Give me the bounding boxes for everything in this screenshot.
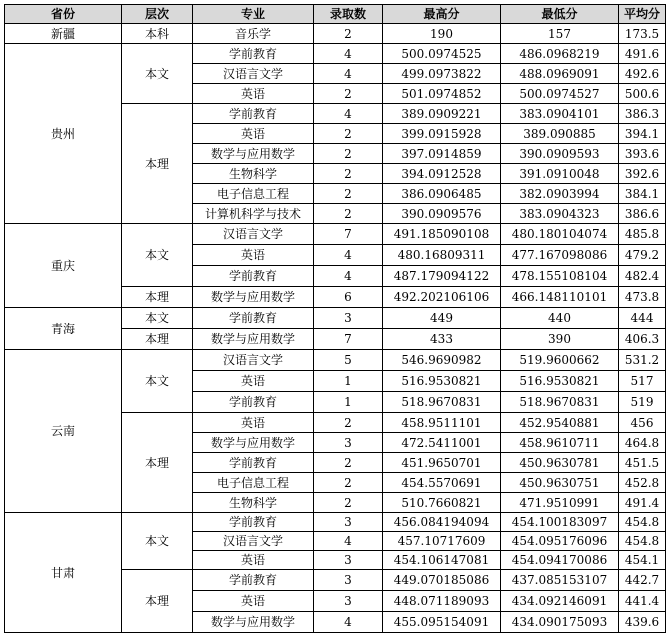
avg-score-cell: 386.6 [619,204,666,224]
major-cell: 英语 [193,84,314,104]
count-cell: 2 [314,144,383,164]
level-cell: 本理 [122,570,193,633]
major-cell: 汉语言文学 [193,532,314,551]
major-cell: 英语 [193,591,314,612]
max-score-cell: 501.0974852 [383,84,501,104]
major-cell: 数学与应用数学 [193,144,314,164]
major-cell: 数学与应用数学 [193,433,314,453]
avg-score-cell: 531.2 [619,350,666,371]
province-cell: 新疆 [5,24,122,44]
avg-score-cell: 394.1 [619,124,666,144]
avg-score-cell: 464.8 [619,433,666,453]
max-score-cell: 397.0914859 [383,144,501,164]
major-cell: 英语 [193,245,314,266]
min-score-cell: 440 [501,308,619,329]
avg-score-cell: 482.4 [619,266,666,287]
avg-score-cell: 456 [619,413,666,433]
count-cell: 7 [314,329,383,350]
level-cell: 本理 [122,413,193,513]
major-cell: 音乐学 [193,24,314,44]
count-cell: 4 [314,44,383,64]
max-score-cell: 472.5411001 [383,433,501,453]
min-score-cell: 477.167098086 [501,245,619,266]
major-cell: 汉语言文学 [193,350,314,371]
province-cell: 云南 [5,350,122,513]
max-score-cell: 456.084194094 [383,513,501,532]
max-score-cell: 516.9530821 [383,371,501,392]
max-score-cell: 500.0974525 [383,44,501,64]
count-cell: 3 [314,591,383,612]
max-score-cell: 394.0912528 [383,164,501,184]
max-score-cell: 458.9511101 [383,413,501,433]
count-cell: 2 [314,204,383,224]
count-cell: 2 [314,473,383,493]
count-cell: 2 [314,164,383,184]
avg-score-cell: 517 [619,371,666,392]
column-header-max-score: 最高分 [383,5,501,24]
max-score-cell: 487.179094122 [383,266,501,287]
count-cell: 3 [314,513,383,532]
min-score-cell: 383.0904323 [501,204,619,224]
avg-score-cell: 479.2 [619,245,666,266]
max-score-cell: 454.106147081 [383,551,501,570]
avg-score-cell: 406.3 [619,329,666,350]
major-cell: 汉语言文学 [193,64,314,84]
min-score-cell: 478.155108104 [501,266,619,287]
major-cell: 生物科学 [193,164,314,184]
admission-scores-table [4,4,666,633]
min-score-cell: 454.095176096 [501,532,619,551]
min-score-cell: 500.0974527 [501,84,619,104]
max-score-cell: 390.0909576 [383,204,501,224]
major-cell: 生物科学 [193,493,314,513]
min-score-cell: 390 [501,329,619,350]
max-score-cell: 499.0973822 [383,64,501,84]
major-cell: 数学与应用数学 [193,612,314,633]
max-score-cell: 510.7660821 [383,493,501,513]
min-score-cell: 454.094170086 [501,551,619,570]
count-cell: 3 [314,433,383,453]
major-cell: 计算机科学与技术 [193,204,314,224]
min-score-cell: 390.0909593 [501,144,619,164]
table-row [5,350,666,371]
province-cell: 甘肃 [5,513,122,633]
count-cell: 4 [314,64,383,84]
major-cell: 电子信息工程 [193,473,314,493]
max-score-cell: 491.185090108 [383,224,501,245]
min-score-cell: 454.100183097 [501,513,619,532]
table-row [5,24,666,44]
max-score-cell: 454.5570691 [383,473,501,493]
min-score-cell: 434.090175093 [501,612,619,633]
table-row [5,224,666,245]
max-score-cell: 546.9690982 [383,350,501,371]
max-score-cell: 190 [383,24,501,44]
avg-score-cell: 454.8 [619,513,666,532]
level-cell: 本文 [122,350,193,413]
level-cell: 本科 [122,24,193,44]
major-cell: 数学与应用数学 [193,329,314,350]
min-score-cell: 458.9610711 [501,433,619,453]
level-cell: 本文 [122,513,193,570]
max-score-cell: 455.095154091 [383,612,501,633]
avg-score-cell: 519 [619,392,666,413]
min-score-cell: 519.9600662 [501,350,619,371]
major-cell: 学前教育 [193,392,314,413]
min-score-cell: 471.9510991 [501,493,619,513]
avg-score-cell: 500.6 [619,84,666,104]
max-score-cell: 433 [383,329,501,350]
min-score-cell: 450.9630751 [501,473,619,493]
count-cell: 1 [314,371,383,392]
max-score-cell: 457.10717609 [383,532,501,551]
count-cell: 4 [314,612,383,633]
min-score-cell: 437.085153107 [501,570,619,591]
column-header-level: 层次 [122,5,193,24]
min-score-cell: 383.0904101 [501,104,619,124]
major-cell: 学前教育 [193,308,314,329]
major-cell: 学前教育 [193,104,314,124]
min-score-cell: 516.9530821 [501,371,619,392]
count-cell: 2 [314,124,383,144]
avg-score-cell: 491.6 [619,44,666,64]
min-score-cell: 488.0969091 [501,64,619,84]
level-cell: 本文 [122,224,193,287]
max-score-cell: 449 [383,308,501,329]
major-cell: 汉语言文学 [193,224,314,245]
column-header-min-score: 最低分 [501,5,619,24]
max-score-cell: 449.070185086 [383,570,501,591]
avg-score-cell: 452.8 [619,473,666,493]
column-header-avg-score: 平均分 [619,5,666,24]
province-cell: 重庆 [5,224,122,308]
avg-score-cell: 393.6 [619,144,666,164]
major-cell: 数学与应用数学 [193,287,314,308]
max-score-cell: 399.0915928 [383,124,501,144]
major-cell: 英语 [193,551,314,570]
major-cell: 电子信息工程 [193,184,314,204]
count-cell: 3 [314,551,383,570]
avg-score-cell: 473.8 [619,287,666,308]
min-score-cell: 389.090885 [501,124,619,144]
avg-score-cell: 454.8 [619,532,666,551]
avg-score-cell: 173.5 [619,24,666,44]
level-cell: 本理 [122,287,193,308]
column-header-count: 录取数 [314,5,383,24]
max-score-cell: 451.9650701 [383,453,501,473]
major-cell: 英语 [193,124,314,144]
max-score-cell: 389.0909221 [383,104,501,124]
column-header-province: 省份 [5,5,122,24]
avg-score-cell: 444 [619,308,666,329]
avg-score-cell: 439.6 [619,612,666,633]
count-cell: 6 [314,287,383,308]
avg-score-cell: 485.8 [619,224,666,245]
max-score-cell: 448.071189093 [383,591,501,612]
min-score-cell: 157 [501,24,619,44]
avg-score-cell: 491.4 [619,493,666,513]
province-cell: 贵州 [5,44,122,224]
min-score-cell: 450.9630781 [501,453,619,473]
avg-score-cell: 454.1 [619,551,666,570]
table-row [5,513,666,532]
count-cell: 4 [314,104,383,124]
avg-score-cell: 384.1 [619,184,666,204]
major-cell: 英语 [193,371,314,392]
count-cell: 2 [314,413,383,433]
min-score-cell: 452.9540881 [501,413,619,433]
min-score-cell: 434.092146091 [501,591,619,612]
count-cell: 1 [314,392,383,413]
major-cell: 学前教育 [193,570,314,591]
major-cell: 英语 [193,413,314,433]
count-cell: 5 [314,350,383,371]
major-cell: 学前教育 [193,453,314,473]
count-cell: 2 [314,453,383,473]
avg-score-cell: 451.5 [619,453,666,473]
min-score-cell: 391.0910048 [501,164,619,184]
province-cell: 青海 [5,308,122,350]
major-cell: 学前教育 [193,513,314,532]
major-cell: 学前教育 [193,44,314,64]
level-cell: 本文 [122,308,193,329]
count-cell: 3 [314,570,383,591]
count-cell: 2 [314,24,383,44]
count-cell: 2 [314,84,383,104]
count-cell: 3 [314,308,383,329]
avg-score-cell: 492.6 [619,64,666,84]
count-cell: 7 [314,224,383,245]
min-score-cell: 518.9670831 [501,392,619,413]
min-score-cell: 466.148110101 [501,287,619,308]
avg-score-cell: 442.7 [619,570,666,591]
count-cell: 2 [314,184,383,204]
max-score-cell: 480.16809311 [383,245,501,266]
max-score-cell: 518.9670831 [383,392,501,413]
level-cell: 本理 [122,104,193,224]
avg-score-cell: 392.6 [619,164,666,184]
min-score-cell: 486.0968219 [501,44,619,64]
table-row [5,308,666,329]
count-cell: 2 [314,493,383,513]
min-score-cell: 480.180104074 [501,224,619,245]
count-cell: 4 [314,245,383,266]
header-row [5,5,666,24]
level-cell: 本文 [122,44,193,104]
table-row [5,44,666,64]
count-cell: 4 [314,266,383,287]
max-score-cell: 492.202106106 [383,287,501,308]
avg-score-cell: 441.4 [619,591,666,612]
column-header-major: 专业 [193,5,314,24]
min-score-cell: 382.0903994 [501,184,619,204]
count-cell: 4 [314,532,383,551]
level-cell: 本理 [122,329,193,350]
max-score-cell: 386.0906485 [383,184,501,204]
major-cell: 学前教育 [193,266,314,287]
avg-score-cell: 386.3 [619,104,666,124]
